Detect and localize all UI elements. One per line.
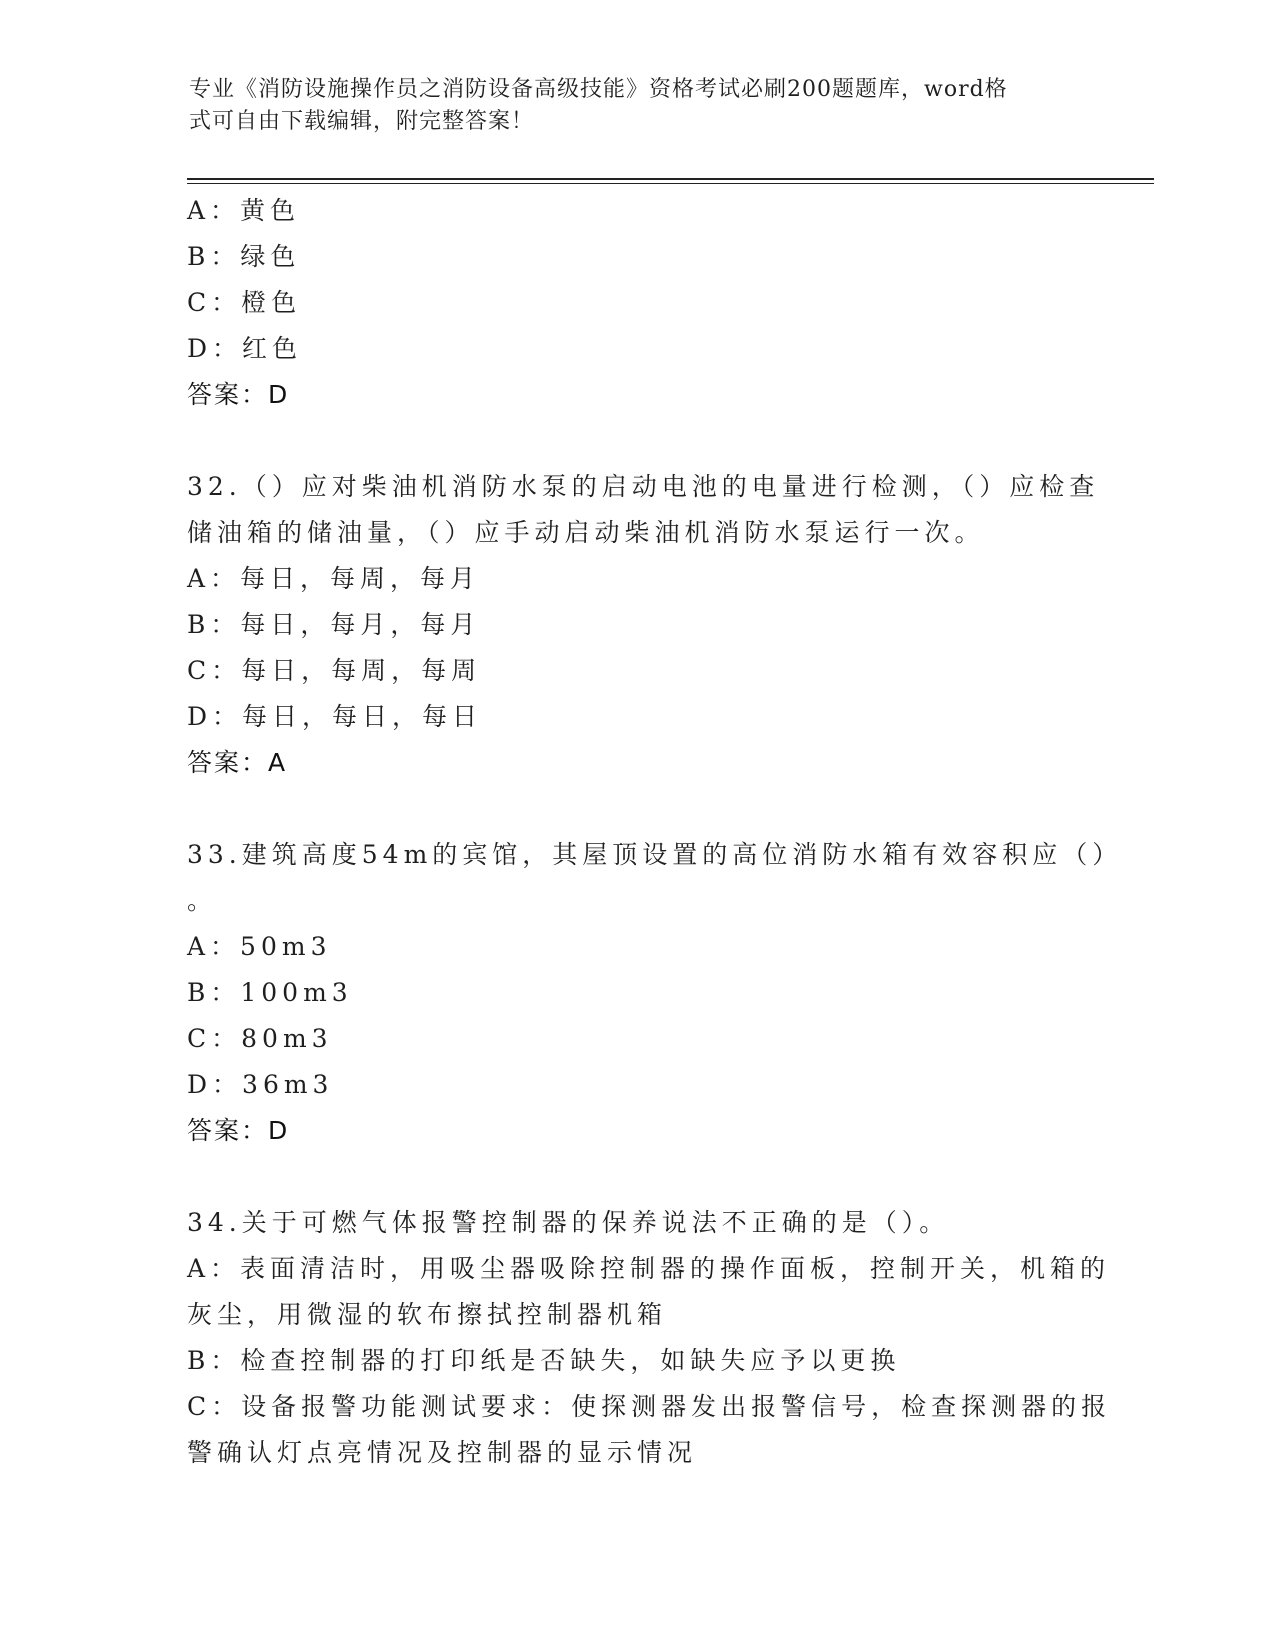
option-b: B：每日，每月，每月 [187, 610, 481, 639]
answer-label: 答案：D [187, 380, 290, 409]
document-header [189, 74, 1089, 138]
question-33 [187, 832, 1123, 1154]
question-32 [187, 464, 1100, 786]
question-stem: 34.关于可燃气体报警控制器的保养说法不正确的是（）。 [187, 1208, 950, 1237]
spacer [187, 418, 1087, 464]
option-d: D：每日，每日，每日 [187, 702, 483, 731]
spacer [187, 1154, 1087, 1200]
option-b: B：100m3 [187, 978, 353, 1007]
answer-label: 答案：A [187, 748, 288, 777]
question-stem-line-2: 。 [187, 886, 218, 915]
option-a: A：每日，每周，每月 [187, 564, 481, 593]
question-34 [187, 1200, 1112, 1476]
question-stem-line-2: 储油箱的储油量，（）应手动启动柴油机消防水泵运行一次。 [187, 518, 985, 547]
header-line-1: 专业《消防设施操作员之消防设备高级技能》资格考试必刷200题题库，word格 [189, 77, 1008, 102]
option-c: C：每日，每周，每周 [187, 656, 482, 685]
header-divider-thick [187, 178, 1154, 180]
option-d: D：36m3 [187, 1070, 334, 1099]
option-a-line-1: A：表面清洁时，用吸尘器吸除控制器的操作面板，控制开关，机箱的 [187, 1254, 1111, 1283]
question-stem-line-1: 32.（）应对柴油机消防水泵的启动电池的电量进行检测，（）应检查 [187, 472, 1100, 501]
option-d: D：红色 [187, 334, 303, 363]
question-list [187, 188, 1123, 1476]
option-c-line-1: C：设备报警功能测试要求：使探测器发出报警信号，检查探测器的报 [187, 1392, 1112, 1421]
option-c-line-2: 警确认灯点亮情况及控制器的显示情况 [187, 1438, 698, 1467]
option-a-line-2: 灰尘，用微湿的软布擦拭控制器机箱 [187, 1300, 668, 1329]
option-b: B：检查控制器的打印纸是否缺失，如缺失应予以更换 [187, 1346, 901, 1375]
answer-label: 答案：D [187, 1116, 290, 1145]
option-b: B：绿色 [187, 242, 301, 271]
spacer [187, 786, 1087, 832]
option-a: A：黄色 [187, 196, 301, 225]
option-c: C：80m3 [187, 1024, 333, 1053]
question-stem-line-1: 33.建筑高度54m的宾馆，其屋顶设置的高位消防水箱有效容积应（） [187, 840, 1123, 869]
header-divider-thin [187, 183, 1154, 184]
option-c: C：橙色 [187, 288, 302, 317]
header-line-2: 式可自由下载编辑，附完整答案！ [189, 109, 535, 134]
option-a: A：50m3 [187, 932, 332, 961]
question-31 [187, 188, 1087, 418]
